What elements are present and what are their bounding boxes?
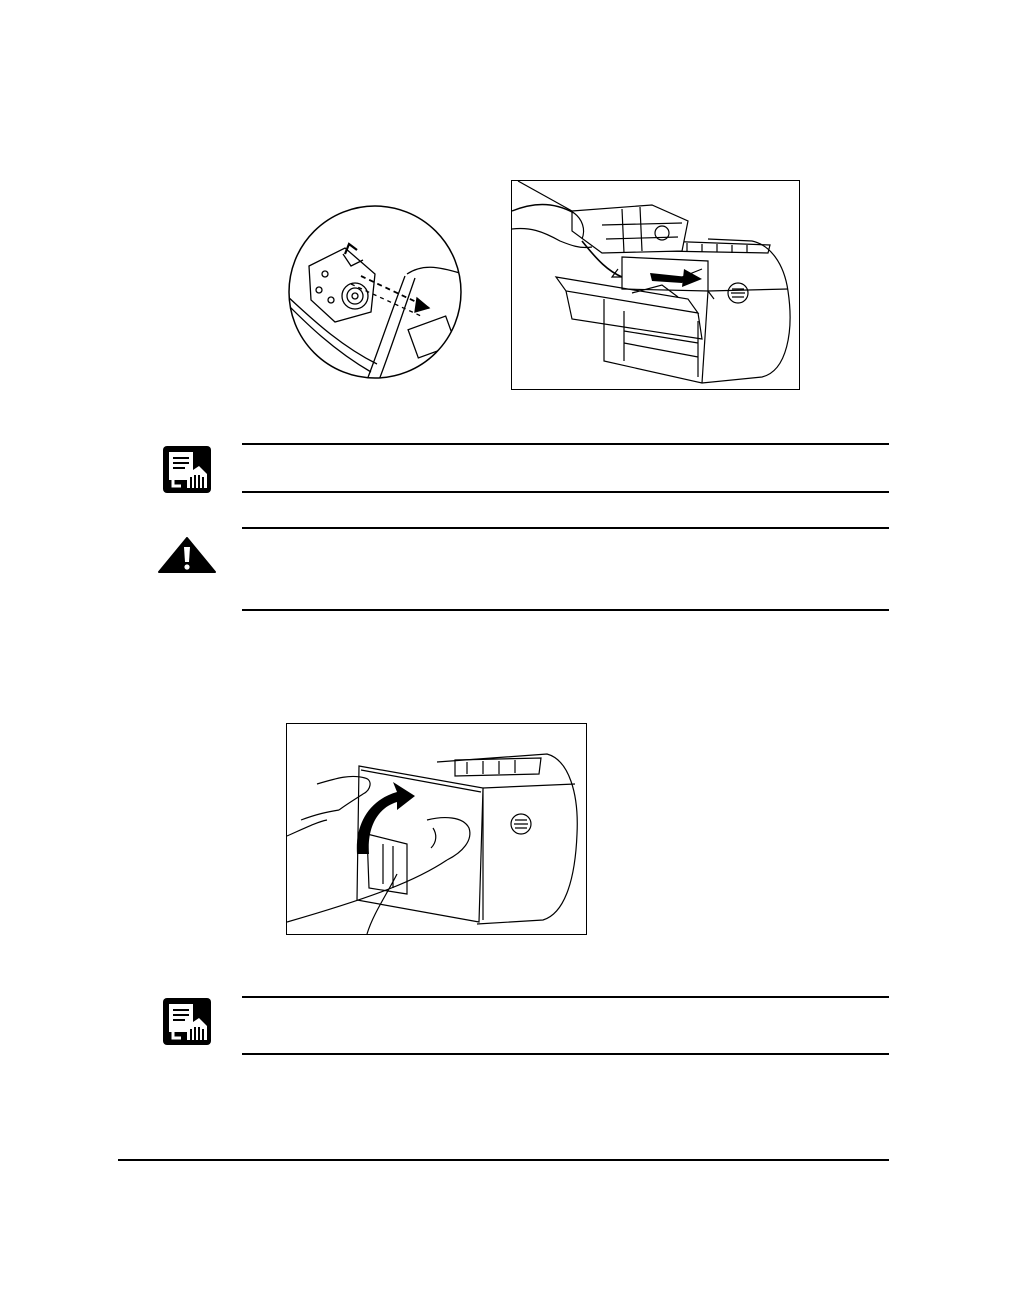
cartridge-detail-figure <box>287 204 463 380</box>
cartridge-insert-figure <box>511 180 800 390</box>
note2-bottom-rule <box>242 1053 889 1055</box>
note-top-rule <box>242 443 889 445</box>
note2-top-rule <box>242 996 889 998</box>
close-cover-figure <box>286 723 587 935</box>
note-bottom-rule <box>242 491 889 493</box>
caution-icon <box>158 537 216 573</box>
caution-top-rule <box>242 527 889 529</box>
caution-bottom-rule <box>242 609 889 611</box>
footer-rule <box>118 1159 889 1161</box>
note-icon <box>163 446 211 493</box>
note-icon <box>163 998 211 1045</box>
